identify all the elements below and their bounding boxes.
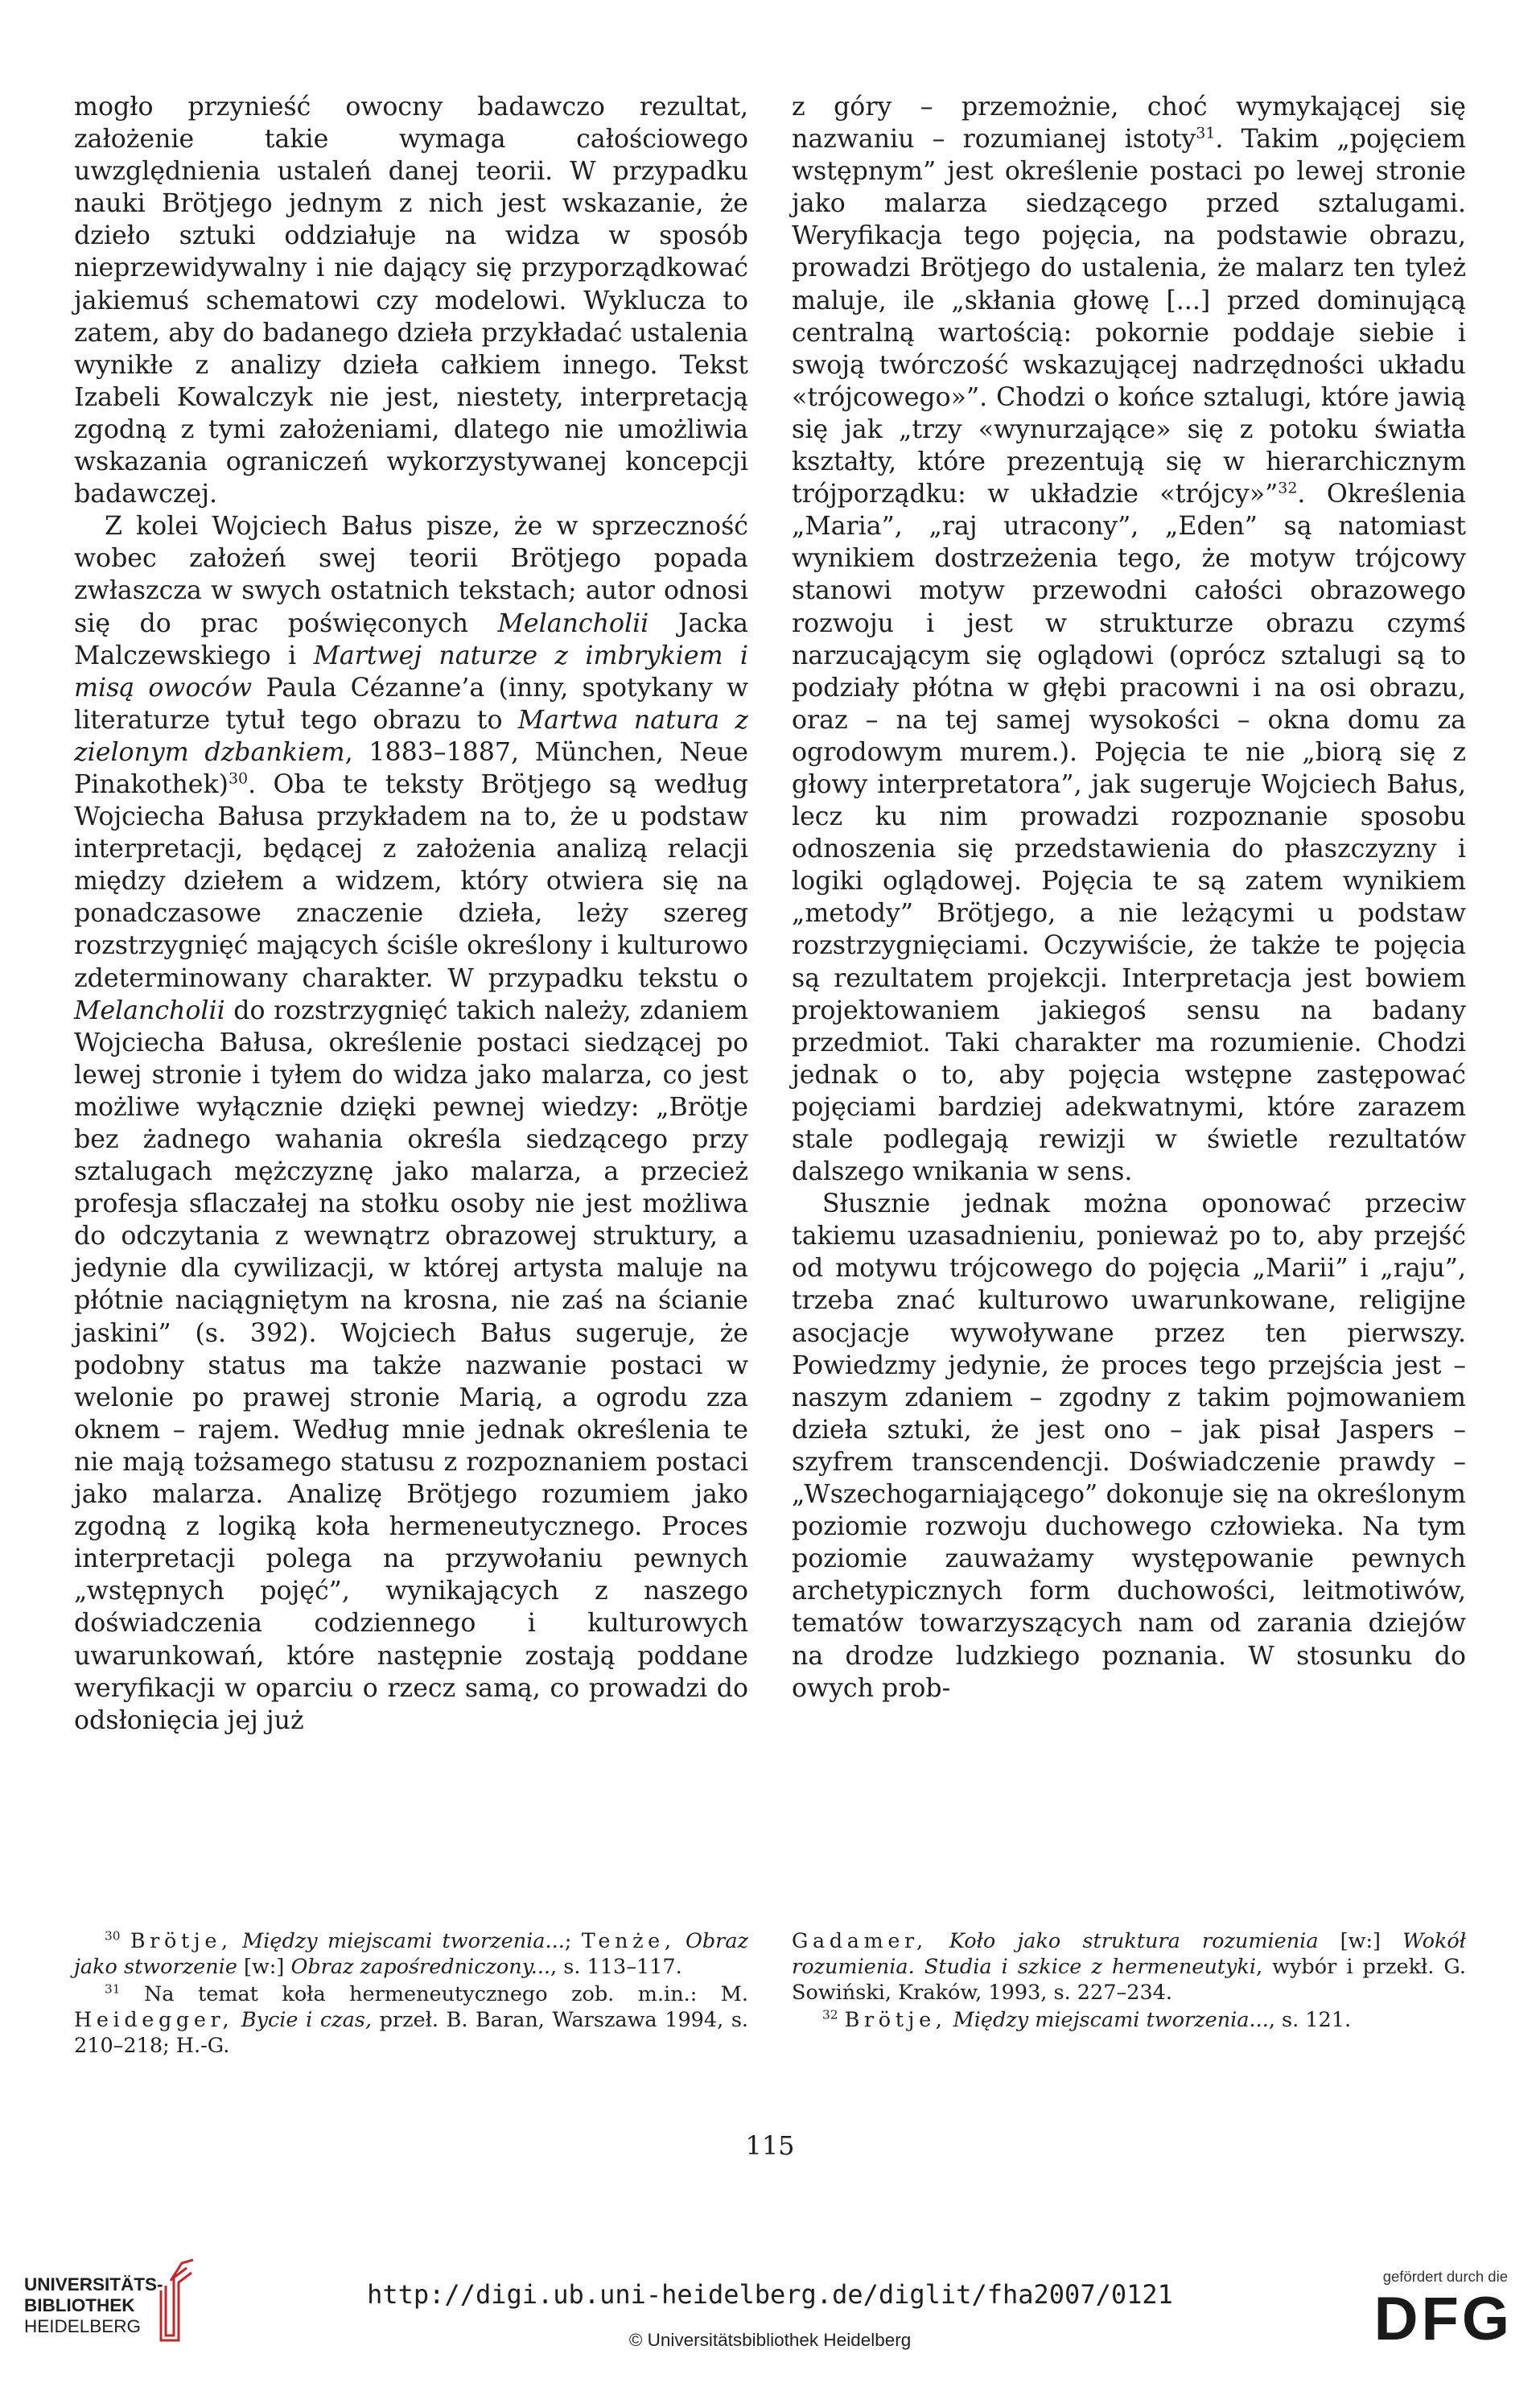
paragraph xyxy=(74,510,748,1737)
footnote-31 xyxy=(74,1981,748,2059)
work-title: Obraz zapośredniczony... xyxy=(290,1955,551,1979)
text-run: [w:] xyxy=(1318,1929,1403,1953)
dfg-logo[interactable]: DFG xyxy=(1373,2285,1513,2353)
work-title: Koło jako struktura rozumienia xyxy=(949,1929,1319,1953)
footnote-31-continued xyxy=(792,1928,1466,2006)
work-title: Martwej naturze z imbrykiem i misą owoców xyxy=(74,641,748,703)
paragraph: mogło przynieść owocny badawczo rezultat, założenie takie wymaga całościowego uwzględnienia ustaleń danej teorii. W przypadku nauki Brötjego jednym z nich jest wskazanie, że dzieło sztuki oddziałuje na widza w sposób nieprzewidywalny i nie dający się przyporządkować jakiemuś schematowi czy modelowi. Wyklucza to zatem, aby do badanego dzieła przykładać ustalenia wynikłe z analizy dzieła całkiem innego. Tekst Izabeli Kowalczyk nie jest, niestety, interpretacją zgodną z tymi założeniami, dlatego nie umożliwia wskazania ograniczeń wykorzystywanej koncepcji badawczej. xyxy=(74,93,748,509)
work-title: Melancholii xyxy=(497,608,649,638)
work-title: Melancholii xyxy=(74,996,225,1025)
funded-by-label: gefördert durch die xyxy=(1382,2268,1508,2285)
footnotes-right xyxy=(792,1928,1466,2035)
library-name-line: BIBLIOTHEK xyxy=(24,2295,135,2315)
library-name-line: HEIDELBERG xyxy=(24,2316,142,2336)
author: Gadamer, xyxy=(792,1929,928,1953)
text-run: . Określenia „Maria”, „raj utracony”, „Eden” są natomiast wynikiem dostrzeżenia tego, że motyw trójcowy stanowi motyw przewodni całości obrazowego rozwoju i jest w strukturze obrazu czymś narzucającym się oglądowi (oprócz sztalugi są to podziały płótna w głębi pracowni i na osi obrazu, oraz – na tej samej wysokości – okna domu za ogrodowym murem.). Pojęcia te nie „biorą się z głowy interpretatora”, jak sugeruje Wojciech Bałus, lecz ku nim prowadzi rozpoznanie sposobu odnoszenia się przedstawienia do płaszczyzny i logiki oglądowej. Pojęcia te są zatem wynikiem „metody” Brötjego, a nie leżącymi u podstaw rozstrzygnięciami. Oczywiście, że także te pojęcia są rezultatem projekcji. Interpretacja jest bowiem projektowaniem jakiegoś sensu na badany przedmiot. Taki charakter ma rozumienie. Chodzi jednak o to, aby pojęcia wstępne zastępować pojęciami bardziej adekwatnymi, które zarazem stale podlegają rewizji w świetle rezultatów dalszego wnikania w sens. xyxy=(792,480,1466,1187)
left-column xyxy=(74,91,748,1737)
footnote-32 xyxy=(792,2007,1466,2033)
text-run: z góry – przemożnie, choć wymykającej się nazwaniu – rozumianej istoty xyxy=(792,93,1466,155)
author: Heidegger, xyxy=(74,2008,234,2032)
text-run: , 1883–1887, München, Neue Pinakothek) xyxy=(74,737,748,799)
footer-copyright: © Universitätsbibliothek Heidelberg xyxy=(628,2330,912,2350)
author: Brötje, xyxy=(844,2008,947,2032)
text-run: . Takim „pojęciem wstępnym” jest określenie postaci po lewej stronie jako malarza siedzącego przed sztalugami. Weryfikacja tego pojęcia, na podstawie obrazu, prowadzi Brötjego do ustalenia, że malarz ten tyleż maluje, ile „skłania głowę [...] przed dominującą centralną wartością: pokornie poddaje siebie i swoją twórczość wskazującej nadrzędności układu «trójcowego»”. Chodzi o końce sztalugi, które jawią się jak „trzy «wynurzające» się z potoku światła kształty, które prezentują się w hierarchicznym trójporządku: w układzie «trójcy»” xyxy=(792,125,1466,509)
text-run: , wybór i przekł. G. Sowiński, Kraków, 1993, s. 227–234. xyxy=(792,1955,1467,2005)
footnote-number: 32 xyxy=(822,2007,838,2022)
footer-url-link[interactable]: http://digi.ub.uni-heidelberg.de/diglit/fha2007/0121 xyxy=(367,2279,1173,2310)
text-run: Na temat koła hermeneutycznego zob. m.in.: M. xyxy=(143,1982,749,2006)
author: Tenże, xyxy=(581,1929,676,1953)
page-number: 115 xyxy=(745,2130,795,2161)
paragraph: Słusznie jednak można oponować przeciw takiemu uzasadnieniu, ponieważ po to, aby przejść od motywu trójcowego do pojęcia „Marii” i „raju”, trzeba znać kulturowo uwarunkowane, religijne asocjacje wywoływane przez ten pierwszy. Powiedzmy jedynie, że proces tego przejścia jest – naszym zdaniem – zgodny z takim pojmowaniem dzieła sztuki, że jest ono – jak pisał Jaspers – szyfrem transcendencji. Doświadczenie prawdy – „Wszechogarniającego” dokonuje się na określonym poziomie rozwoju duchowego człowieka. Na tym poziomie zauważamy występowanie pewnych archetypicznych form duchowości, leitmotiwów, tematów towarzyszących nam od zarania dziejów na drodze ludzkiego poznania. W stosunku do owych prob- xyxy=(792,1189,1466,1703)
footnote-ref[interactable]: 30 xyxy=(228,769,249,788)
library-name-line: UNIVERSITÄTS- xyxy=(24,2274,163,2294)
paragraph xyxy=(792,91,1466,1188)
work-title: Martwa natura z zielonym dzbankiem xyxy=(74,705,749,767)
footnote-number: 30 xyxy=(105,1928,121,1944)
right-column xyxy=(792,91,1466,1705)
text-run: . Oba te teksty Brötjego są według Wojciecha Bałusa przykładem na to, że u podstaw interpretacji, będącej z założenia analizą relacji między dziełem a widzem, który otwiera się na ponadczasowe znaczenie dzieła, leży szereg rozstrzygnięć mających ściśle określony i kulturowo zdeterminowany charakter. W przypadku tekstu o xyxy=(74,769,748,993)
footer-bar xyxy=(0,2237,1540,2383)
work-title: Bycie i czas, xyxy=(241,2008,372,2032)
text-run: [w:] xyxy=(237,1955,291,1979)
text-run: do rozstrzygnięć takich należy, zdaniem Wojciecha Bałusa, określenie postaci siedzącej po lewej stronie i tyłem do widza jako malarza, co jest możliwe wyłącznie dzięki pewnej wiedzy: „Brötje bez żadnego wahania określa siedzącego przy sztalugach mężczyznę jako malarza, a przecież profesja sflaczałej na stołku osoby nie jest możliwa do odczytania z wewnątrz obrazowej struktury, a jedynie dla cywilizacji, w której artysta maluje na płótnie naciągniętym na krosna, nie zaś na ścianie jaskini” (s. 392). Wojciech Bałus sugeruje, że podobny status ma także nazwanie postaci w welonie po prawej stronie Marią, a ogrodu zza oknem – rajem. Według mnie jednak określenia te nie mają tożsamego statusu z rozpoznaniem postaci jako malarza. Analizę Brötjego rozumiem jako zgodną z logiką koła hermeneutycznego. Proces interpretacji polega na przywołaniu pewnych „wstępnych pojęć”, wynikających z naszego doświadczenia codziennego i kulturowych uwarunkowań, które następnie zostają poddane weryfikacji w oparciu o rzecz samą, co prowadzi do odsłonięcia jej już xyxy=(74,996,748,1735)
text-run: Z kolei Wojciech Bałus pisze, że w sprzeczność wobec założeń swej teorii Brötjego popada zwłaszcza w swych ostatnich tekstach; autor odnosi się do prac poświęconych xyxy=(74,512,748,638)
author: Brötje, xyxy=(130,1929,233,1953)
text-run: , s. 121. xyxy=(1268,2008,1352,2032)
work-title: Obraz jako stworzenie xyxy=(74,1929,749,1979)
work-title: Między miejscami tworzenia... xyxy=(242,1929,565,1953)
footnote-ref[interactable]: 31 xyxy=(1196,124,1216,142)
text-run: ; xyxy=(564,1929,582,1953)
footnote-number: 31 xyxy=(105,1981,121,1997)
footnote-ref[interactable]: 32 xyxy=(1278,479,1298,497)
text-run: Paula Cézanne’a (inny, spotykany w literaturze tytuł tego obrazu to xyxy=(74,673,749,735)
work-title: Między miejscami tworzenia... xyxy=(953,2008,1269,2032)
work-title: Wokół rozumienia. Studia i szkice z hermeneutyki xyxy=(792,1929,1467,1979)
footnotes-left xyxy=(74,1928,748,2060)
text-run: przeł. B. Baran, Warszawa 1994, s. 210–218; H.-G. xyxy=(74,2008,749,2058)
text-run: , s. 113–117. xyxy=(550,1955,682,1979)
text-run: Jacka Malczewskiego i xyxy=(74,608,749,670)
footnote-30 xyxy=(74,1928,748,1980)
